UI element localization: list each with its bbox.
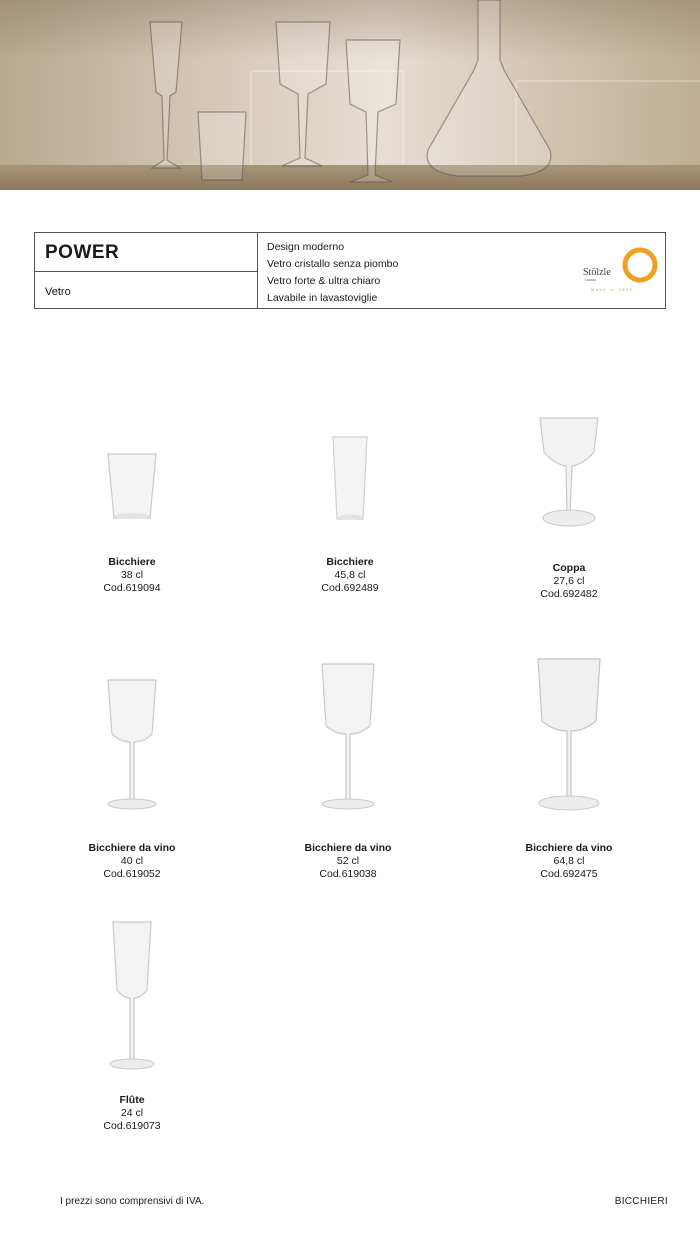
product-name: Bicchiere da vino — [88, 842, 176, 854]
feature-item: Lavabile in lavastoviglie — [267, 292, 378, 304]
product-code: Cod.619094 — [103, 582, 161, 594]
product-code: Cod.619073 — [103, 1120, 161, 1132]
product-code: Cod.619038 — [319, 868, 377, 880]
product-name: Bicchiere — [108, 556, 156, 568]
product-capacity: 24 cl — [120, 1107, 144, 1119]
wine-glass-icon — [104, 676, 160, 812]
product-card — [32, 450, 232, 595]
collection-title: POWER — [45, 242, 120, 263]
product-code: Cod.692475 — [540, 868, 598, 880]
info-divider — [35, 271, 257, 272]
product-capacity: 64,8 cl — [553, 855, 585, 867]
features-list — [267, 239, 398, 307]
tumbler-icon — [102, 450, 162, 522]
flute-glass-icon — [107, 918, 157, 1072]
hero-image — [0, 0, 700, 190]
product-card — [32, 918, 232, 1133]
product-card — [32, 676, 232, 881]
logo-tag: Made in 1899 — [591, 287, 634, 292]
product-name: Coppa — [552, 562, 586, 574]
footer-note: I prezzi sono comprensivi di IVA. — [60, 1196, 205, 1207]
product-card — [469, 414, 669, 601]
wine-glass-icon — [318, 660, 378, 812]
feature-item: Vetro cristallo senza piombo — [267, 258, 399, 270]
product-code: Cod.692489 — [321, 582, 379, 594]
wine-glass-icon — [534, 655, 604, 812]
product-card — [248, 660, 448, 881]
product-capacity: 27,6 cl — [553, 575, 585, 587]
material-label: Vetro — [45, 286, 71, 298]
product-card — [250, 434, 450, 595]
brand-logo — [583, 245, 663, 295]
feature-item: Design moderno — [267, 241, 345, 253]
product-name: Flûte — [119, 1094, 145, 1106]
feature-item: Vetro forte & ultra chiaro — [267, 275, 381, 287]
product-capacity: 40 cl — [120, 855, 144, 867]
product-code: Cod.619052 — [103, 868, 161, 880]
product-capacity: 52 cl — [336, 855, 360, 867]
logo-sub: Lausitz — [585, 278, 597, 282]
coupe-glass-icon — [534, 414, 604, 530]
info-left-column — [35, 233, 258, 308]
logo-brand: Stölzle — [583, 267, 611, 278]
product-name: Bicchiere da vino — [525, 842, 613, 854]
footer-section-label: BICCHIERI — [614, 1196, 668, 1207]
product-code: Cod.692482 — [540, 588, 598, 600]
tall-tumbler-icon — [328, 434, 372, 522]
product-name: Bicchiere da vino — [304, 842, 392, 854]
product-info-box — [34, 232, 666, 309]
product-name: Bicchiere — [326, 556, 374, 568]
product-card — [469, 655, 669, 881]
product-capacity: 38 cl — [120, 569, 144, 581]
product-capacity: 45,8 cl — [334, 569, 366, 581]
